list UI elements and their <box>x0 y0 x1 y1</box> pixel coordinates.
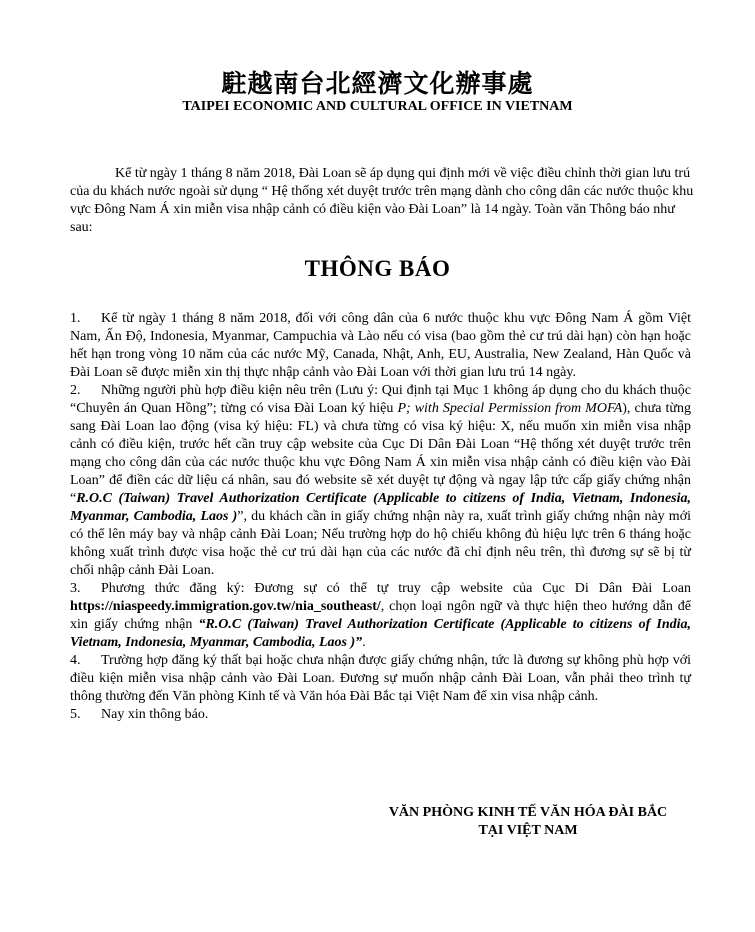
list-item <box>70 580 691 652</box>
chinese-office-title: 駐越南台北經濟文化辦事處 <box>221 69 534 98</box>
list-item <box>70 310 691 382</box>
signature-block <box>368 804 688 840</box>
item-text: Kể từ ngày 1 tháng 8 năm 2018, đối với công dân của 6 nước thuộc khu vực Đông Nam Á gồm Việt Nam, Ấn Độ, Indonesia, Myanmar, Campuchia và Lào nếu có visa (bao gồm thẻ cư trú dài hạn) còn hạn hoặc hết hạn trong vòng 10 năm của các nước Mỹ, Canada, Nhật, Anh, EU, Australia, New Zealand, Hàn Quốc và Đài Loan sẽ được miễn xin thị thực nhập cảnh vào Đài Loan với thời gian lưu trú 14 ngày. <box>70 311 691 380</box>
list-item <box>70 706 691 724</box>
item-text: Trường hợp đăng ký thất bại hoặc chưa nhận được giấy chứng nhận, tức là đương sự không phù hợp với điều kiện miễn visa nhập cảnh vào Đài Loan. Đương sự muốn nhập cảnh Đài Loan, vẫn phải theo trình tự thông thường đến Văn phòng Kinh tế và Văn hóa Đài Bắc tại Việt Nam để xin visa nhập cảnh. <box>70 653 691 704</box>
item-text: . <box>362 635 366 650</box>
item-number: 3. <box>70 581 81 596</box>
certificate-name: R.O.C (Taiwan) Travel Authorization Certificate (Applicable to citizens of India, Vietnam, Indonesia, Myanmar, Cambodia, Laos ) <box>70 491 691 524</box>
item-text: Nay xin thông báo. <box>101 707 209 722</box>
item-number: 4. <box>70 653 81 668</box>
item-text: Những người phù hợp điều kiện nêu trên (Lưu ý: Qui định tại Mục 1 không áp dụng cho du khách thuộc “Chuyên án Quan Hồng”; từng có visa Đài Loan ký hiệu <box>70 383 691 416</box>
certificate-name: “R.O.C (Taiwan) Travel Authorization Certificate (Applicable to citizens of India, Vietnam, Indonesia, Myanmar, Cambodia, Laos )” <box>70 617 691 650</box>
list-item <box>70 382 691 580</box>
item-number: 1. <box>70 311 81 326</box>
list-item <box>70 652 691 706</box>
item-number: 5. <box>70 707 81 722</box>
english-office-title: TAIPEI ECONOMIC AND CULTURAL OFFICE IN VIETNAM <box>182 99 573 114</box>
item-number: 2. <box>70 383 81 398</box>
item-text: ), chưa từng sang Đài Loan lao động (visa ký hiệu: FL) và chưa từng có visa ký hiệu: X, nếu muốn xin miễn visa nhập cảnh có điều kiện, trước hết cần truy cập website của Cục Di Dân Đài Loan “Hệ thống xét duyệt trước trên mạng cho công dân của các nước thuộc khu vực Đông Nam Á xin miễn visa nhập cảnh có điều kiện vào Đài Loan” để điền các dữ liệu cá nhân, sau đó website sẽ xét duyệt tự động và ngay lập tức cấp giấy chứng nhận “ <box>70 401 692 506</box>
item-text: , chọn loại ngôn ngữ và thực hiện theo hướng dẫn để xin giấy chứng nhận <box>70 599 691 632</box>
item-text: ”, du khách cần in giấy chứng nhận này ra, xuất trình giấy chứng nhận này mới có thể lên máy bay và nhập cảnh Đài Loan; Nếu trường hợp do hộ chiếu không đủ hiệu lực trên 6 tháng hoặc không xuất trình được visa hoặc thẻ cư trú dài hạn của các nước đã chỉ định nêu trên, thì đương sự sẽ bị từ chối nhập cảnh Đài Loan. <box>70 509 691 578</box>
website-link[interactable]: https://niaspeedy.immigration.gov.tw/nia_southeast/ <box>70 599 381 614</box>
notice-title: THÔNG BÁO <box>304 256 451 281</box>
signature-line-2: TẠI VIỆT NAM <box>478 823 578 838</box>
item-text: Phương thức đăng ký: Đương sự có thể tự truy cập website của Cục Di Dân Đài Loan <box>101 581 691 596</box>
signature-line-1: VĂN PHÒNG KINH TẾ VĂN HÓA ĐÀI BẮC <box>388 805 668 820</box>
visa-code-italic: P; with Special Permission from MOFA <box>397 401 623 416</box>
notice-list <box>70 310 691 724</box>
intro-paragraph: Kể từ ngày 1 tháng 8 năm 2018, Đài Loan sẽ áp dụng qui định mới về việc điều chỉnh thời gian lưu trú của du khách nước ngoài sử dụng “ Hệ thống xét duyệt trước trên mạng dành cho công dân các nước thuộc khu vực Đông Nam Á xin miễn visa nhập cảnh có điều kiện vào Đài Loan” là 14 ngày. Toàn văn Thông báo như sau: <box>70 166 694 235</box>
